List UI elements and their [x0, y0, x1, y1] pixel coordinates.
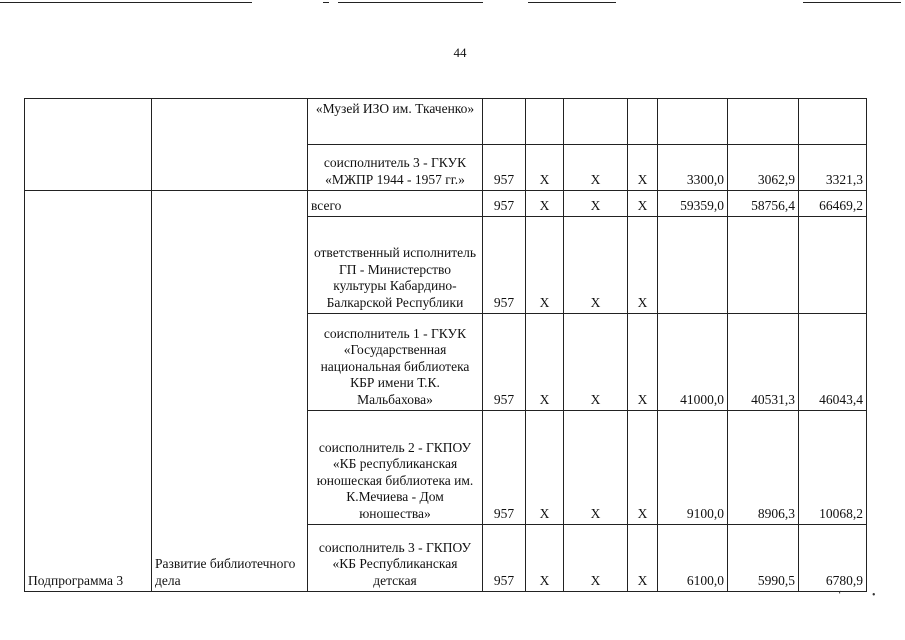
x-cell [628, 99, 658, 145]
performer-cell: соисполнитель 1 - ГКУК «Государственная национальная библиотека КБР имени Т.К. Мальбахова» [308, 314, 483, 411]
value-cell: 6780,9 [799, 525, 867, 592]
code-cell [483, 99, 526, 145]
name-cell [152, 99, 308, 191]
x-cell: Х [564, 191, 628, 217]
code-cell: 957 [483, 191, 526, 217]
value-cell: 59359,0 [658, 191, 728, 217]
x-cell: Х [564, 411, 628, 525]
x-cell: Х [526, 525, 564, 592]
performer-cell: соисполнитель 3 - ГКУК «МЖПР 1944 - 1957 гг.» [308, 145, 483, 191]
value-cell [658, 99, 728, 145]
x-cell: Х [526, 411, 564, 525]
top-rule-3 [338, 2, 483, 3]
x-cell: Х [564, 314, 628, 411]
value-cell [728, 217, 799, 314]
value-cell: 58756,4 [728, 191, 799, 217]
x-cell: Х [628, 217, 658, 314]
x-cell: Х [628, 314, 658, 411]
value-cell: 3321,3 [799, 145, 867, 191]
x-cell: Х [526, 314, 564, 411]
performer-cell: «Музей ИЗО им. Ткаченко» [308, 99, 483, 145]
top-rule-4 [528, 2, 616, 3]
x-cell: Х [526, 217, 564, 314]
value-cell: 5990,5 [728, 525, 799, 592]
name-cell: Развитие библиотечного дела [152, 191, 308, 592]
value-cell: 41000,0 [658, 314, 728, 411]
table-row [25, 191, 867, 217]
code-cell: 957 [483, 525, 526, 592]
code-cell: 957 [483, 145, 526, 191]
value-cell [728, 99, 799, 145]
top-rule-1 [0, 2, 252, 3]
x-cell: Х [628, 191, 658, 217]
scan-speck: ‘ [838, 590, 842, 601]
budget-table [24, 98, 867, 592]
x-cell: Х [564, 217, 628, 314]
value-cell [799, 217, 867, 314]
value-cell [658, 217, 728, 314]
value-cell: 3300,0 [658, 145, 728, 191]
performer-cell: соисполнитель 2 - ГКПОУ «КБ республиканская юношеская библиотека им. К.Мечиева - Дом юношества» [308, 411, 483, 525]
value-cell: 10068,2 [799, 411, 867, 525]
value-cell: 66469,2 [799, 191, 867, 217]
x-cell: Х [628, 411, 658, 525]
x-cell: Х [526, 145, 564, 191]
x-cell: Х [628, 145, 658, 191]
performer-cell: соисполнитель 3 - ГКПОУ «КБ Республиканская детская [308, 525, 483, 592]
performer-cell: ответственный исполнитель ГП - Министерство культуры Кабардино-Балкарской Республики [308, 217, 483, 314]
program-cell: Подпрограмма 3 [25, 191, 152, 592]
table-row [25, 99, 867, 145]
value-cell: 6100,0 [658, 525, 728, 592]
program-cell [25, 99, 152, 191]
code-cell: 957 [483, 314, 526, 411]
page-number: 44 [453, 45, 467, 60]
value-cell: 8906,3 [728, 411, 799, 525]
x-cell [526, 99, 564, 145]
x-cell: Х [564, 525, 628, 592]
x-cell: Х [526, 191, 564, 217]
value-cell: 46043,4 [799, 314, 867, 411]
value-cell [799, 99, 867, 145]
performer-cell: всего [308, 191, 483, 217]
top-rule-2 [323, 2, 329, 3]
value-cell: 40531,3 [728, 314, 799, 411]
value-cell: 9100,0 [658, 411, 728, 525]
x-cell: Х [564, 145, 628, 191]
scan-speck: • [872, 590, 876, 601]
x-cell: Х [628, 525, 658, 592]
value-cell: 3062,9 [728, 145, 799, 191]
top-rule-5 [803, 2, 901, 3]
code-cell: 957 [483, 217, 526, 314]
x-cell [564, 99, 628, 145]
code-cell: 957 [483, 411, 526, 525]
